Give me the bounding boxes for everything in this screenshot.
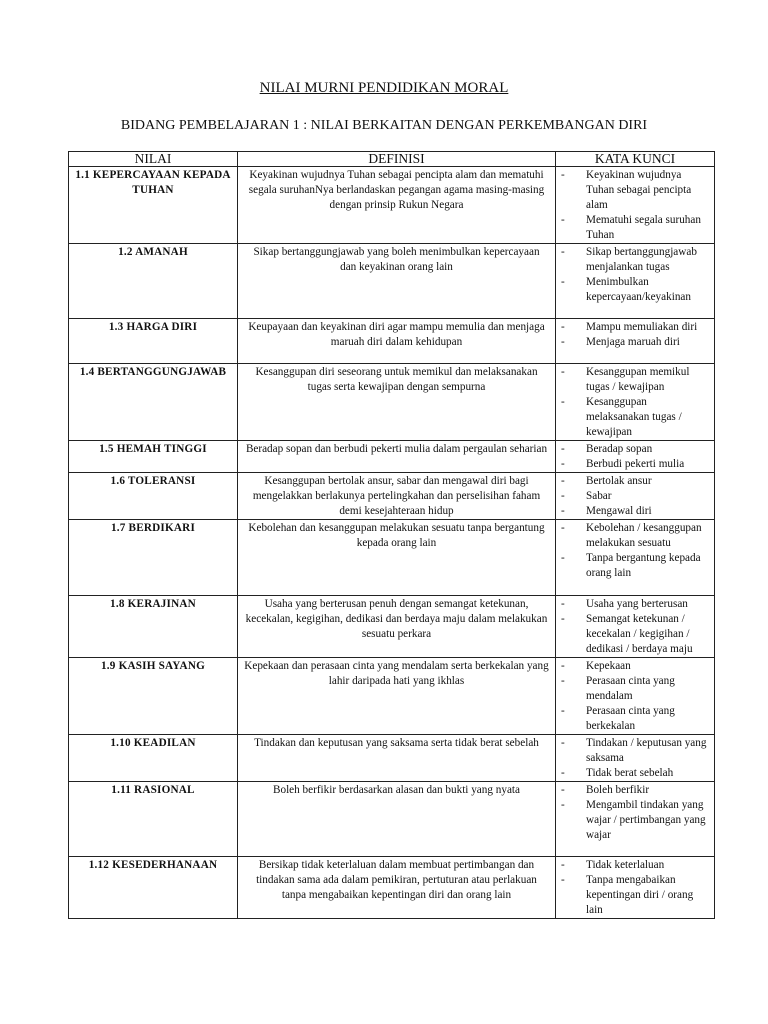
- kata-kunci-item: - Tidak keterlaluan: [556, 858, 712, 873]
- table-row: [69, 244, 715, 319]
- definisi-cell: Bersikap tidak keterlaluan dalam membuat pertimbangan dan tindakan sama ada dalam pemikiran, pertuturan atau perlakuan tanpa mengabaikan kepentingan diri dan orang lain: [238, 857, 556, 919]
- kata-kunci-item: - Perasaan cinta yang berkekalan: [556, 704, 712, 734]
- kata-kunci-list: [556, 365, 712, 440]
- kata-kunci-item: - Semangat ketekunan / kecekalan / kegigihan / dedikasi / berdaya maju: [556, 612, 712, 657]
- nilai-cell: 1.3 HARGA DIRI: [69, 319, 238, 364]
- table-row: [69, 319, 715, 364]
- kata-kunci-list: [556, 474, 712, 519]
- definisi-cell: Keyakinan wujudnya Tuhan sebagai pencipta alam dan mematuhi segala suruhanNya berlandaskan pegangan agama masing-masing dengan prinsip Rukun Negara: [238, 167, 556, 244]
- kata-kunci-item: - Menjaga maruah diri: [556, 335, 712, 350]
- values-table: [68, 151, 715, 919]
- nilai-cell: 1.4 BERTANGGUNGJAWAB: [69, 364, 238, 441]
- definisi-cell: Keupayaan dan keyakinan diri agar mampu memulia dan menjaga maruah diri dalam kehidupan: [238, 319, 556, 364]
- nilai-cell: 1.6 TOLERANSI: [69, 473, 238, 520]
- definisi-cell: Kepekaan dan perasaan cinta yang mendalam serta berkekalan yang lahir daripada hati yang ikhlas: [238, 658, 556, 735]
- kata-kunci-item: - Mengambil tindakan yang wajar / pertimbangan yang wajar: [556, 798, 712, 843]
- table-row: [69, 735, 715, 782]
- kata-kunci-item: - Tanpa mengabaikan kepentingan diri / orang lain: [556, 873, 712, 918]
- table-row: [69, 596, 715, 658]
- table-row: [69, 782, 715, 857]
- kata-kunci-item: - Tindakan / keputusan yang saksama: [556, 736, 712, 766]
- table-row: [69, 857, 715, 919]
- document-title: [0, 80, 768, 97]
- definisi-cell: Kesanggupan bertolak ansur, sabar dan mengawal diri bagi mengelakkan berlakunya pertelingkahan dan perselisihan faham demi kesejahteraan hidup: [238, 473, 556, 520]
- kata-kunci-item: - Beradap sopan: [556, 442, 712, 457]
- kata-kunci-list: [556, 442, 712, 472]
- nilai-cell: 1.12 KESEDERHANAAN: [69, 857, 238, 919]
- nilai-cell: 1.1 KEPERCAYAAN KEPADA TUHAN: [69, 167, 238, 244]
- kata-kunci-cell: [556, 473, 715, 520]
- kata-kunci-list: [556, 521, 712, 581]
- kata-kunci-item: - Kesanggupan melaksanakan tugas / kewajipan: [556, 395, 712, 440]
- kata-kunci-item: - Mengawal diri: [556, 504, 712, 519]
- nilai-cell: 1.9 KASIH SAYANG: [69, 658, 238, 735]
- nilai-cell: 1.5 HEMAH TINGGI: [69, 441, 238, 473]
- kata-kunci-item: - Perasaan cinta yang mendalam: [556, 674, 712, 704]
- definisi-cell: Usaha yang berterusan penuh dengan semangat ketekunan, kecekalan, kegigihan, dedikasi dan berdaya maju dalam melakukan sesuatu perkara: [238, 596, 556, 658]
- nilai-cell: 1.7 BERDIKARI: [69, 520, 238, 596]
- kata-kunci-cell: [556, 857, 715, 919]
- document-subtitle: BIDANG PEMBELAJARAN 1 : NILAI BERKAITAN DENGAN PERKEMBANGAN DIRI: [120, 118, 648, 133]
- table-row: [69, 473, 715, 520]
- header-nilai: NILAI: [69, 152, 238, 167]
- kata-kunci-list: [556, 659, 712, 734]
- table-row: [69, 167, 715, 244]
- kata-kunci-cell: [556, 244, 715, 319]
- table-row: [69, 441, 715, 473]
- kata-kunci-item: - Boleh berfikir: [556, 783, 712, 798]
- kata-kunci-item: - Kepekaan: [556, 659, 712, 674]
- definisi-cell: Kesanggupan diri seseorang untuk memikul dan melaksanakan tugas serta kewajipan dengan sempurna: [238, 364, 556, 441]
- kata-kunci-item: - Mampu memuliakan diri: [556, 320, 712, 335]
- definisi-cell: Beradap sopan dan berbudi pekerti mulia dalam pergaulan seharian: [238, 441, 556, 473]
- document-title-text: NILAI MURNI PENDIDIKAN MORAL: [259, 80, 509, 96]
- kata-kunci-item: - Mematuhi segala suruhan Tuhan: [556, 213, 712, 243]
- kata-kunci-item: - Usaha yang berterusan: [556, 597, 712, 612]
- kata-kunci-item: - Bertolak ansur: [556, 474, 712, 489]
- kata-kunci-list: [556, 858, 712, 918]
- kata-kunci-item: - Menimbulkan kepercayaan/keyakinan: [556, 275, 712, 305]
- kata-kunci-list: [556, 597, 712, 657]
- nilai-cell: 1.10 KEADILAN: [69, 735, 238, 782]
- kata-kunci-cell: [556, 520, 715, 596]
- nilai-cell: 1.8 KERAJINAN: [69, 596, 238, 658]
- kata-kunci-list: [556, 168, 712, 243]
- kata-kunci-cell: [556, 364, 715, 441]
- kata-kunci-list: [556, 320, 712, 350]
- kata-kunci-item: - Berbudi pekerti mulia: [556, 457, 712, 472]
- kata-kunci-cell: [556, 441, 715, 473]
- table-row: [69, 520, 715, 596]
- kata-kunci-cell: [556, 658, 715, 735]
- table-row: [69, 658, 715, 735]
- kata-kunci-cell: [556, 735, 715, 782]
- kata-kunci-cell: [556, 782, 715, 857]
- header-definisi: DEFINISI: [238, 152, 556, 167]
- kata-kunci-item: - Sikap bertanggungjawab menjalankan tugas: [556, 245, 712, 275]
- table-header-row: [69, 152, 715, 167]
- kata-kunci-item: - Kebolehan / kesanggupan melakukan sesuatu: [556, 521, 712, 551]
- definisi-cell: Kebolehan dan kesanggupan melakukan sesuatu tanpa bergantung kepada orang lain: [238, 520, 556, 596]
- kata-kunci-item: - Sabar: [556, 489, 712, 504]
- kata-kunci-list: [556, 783, 712, 843]
- kata-kunci-item: - Kesanggupan memikul tugas / kewajipan: [556, 365, 712, 395]
- kata-kunci-cell: [556, 319, 715, 364]
- table-body: [69, 167, 715, 919]
- kata-kunci-item: - Tidak berat sebelah: [556, 766, 712, 781]
- definisi-cell: Sikap bertanggungjawab yang boleh menimbulkan kepercayaan dan keyakinan orang lain: [238, 244, 556, 319]
- kata-kunci-list: [556, 245, 712, 305]
- table-row: [69, 364, 715, 441]
- kata-kunci-list: [556, 736, 712, 781]
- kata-kunci-item: - Tanpa bergantung kepada orang lain: [556, 551, 712, 581]
- nilai-cell: 1.11 RASIONAL: [69, 782, 238, 857]
- nilai-cell: 1.2 AMANAH: [69, 244, 238, 319]
- kata-kunci-cell: [556, 596, 715, 658]
- definisi-cell: Tindakan dan keputusan yang saksama serta tidak berat sebelah: [238, 735, 556, 782]
- definisi-cell: Boleh berfikir berdasarkan alasan dan bukti yang nyata: [238, 782, 556, 857]
- kata-kunci-cell: [556, 167, 715, 244]
- kata-kunci-item: - Keyakinan wujudnya Tuhan sebagai pencipta alam: [556, 168, 712, 213]
- header-kata-kunci: KATA KUNCI: [556, 152, 715, 167]
